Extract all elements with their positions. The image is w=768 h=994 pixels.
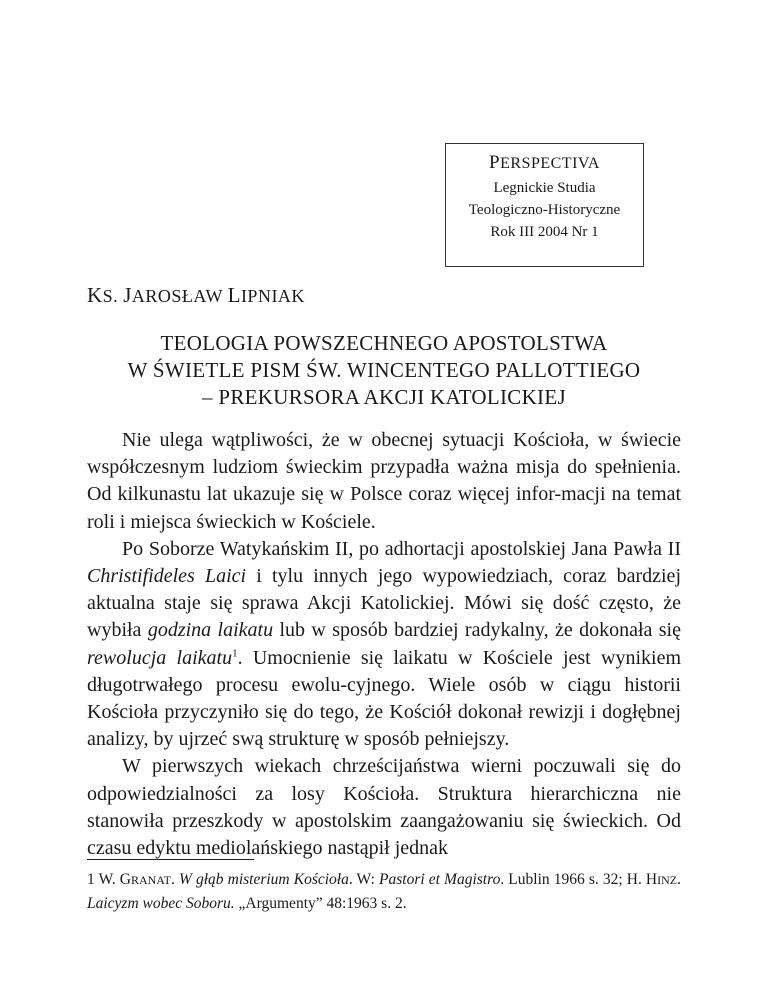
italic-run: Pastori et Magistro — [379, 871, 501, 888]
journal-title-initial: P — [489, 152, 501, 173]
author-part: IPNIAK — [240, 286, 305, 306]
article-title-line-1: TEOLOGIA POWSZECHNEGO APOSTOLSTWA — [160, 331, 608, 355]
article-title-line-3: – PREKURSORA AKCJI KATOLICKIEJ — [202, 385, 566, 409]
text-run: Po Soborze Watykańskim II, po adhortacji apostolskiej Jana Pawła II — [122, 537, 681, 560]
article-body — [87, 427, 681, 862]
text-run: lub w sposób bardziej radykalny, że dokonała się — [273, 619, 681, 642]
footnote-separator — [87, 859, 254, 860]
italic-run: W głąb misterium Kościoła — [178, 871, 349, 888]
author-part: K — [87, 283, 103, 307]
paragraph-3: W pierwszych wiekach chrześcijaństwa wierni poczuwali się do odpowiedzialności za losy Kościoła. Struktura hierarchiczna nie stanowiła przeszkody w apostolskim zaangażowaniu się świeckich. Od czasu edyktu mediolańskiego nastąpił jednak — [87, 755, 681, 860]
author-part: AROSŁAW — [131, 286, 228, 306]
journal-subtitle-1: Legnickie Studia — [493, 180, 596, 196]
journal-subtitle-2: Teologiczno-Historyczne — [468, 202, 621, 218]
author-part: L — [227, 283, 241, 307]
italic-run: rewolucja laikatu — [87, 646, 233, 669]
text-run: 1 W. G — [87, 871, 131, 888]
text-run: . W: — [348, 871, 380, 888]
paragraph-2 — [87, 536, 681, 754]
author-part: J — [123, 283, 132, 307]
small-caps-run: INZ — [657, 873, 678, 887]
text-run: „Argumenty” 48:1963 s. 2. — [234, 895, 407, 912]
journal-title — [446, 152, 643, 174]
text-run: . — [677, 871, 681, 888]
text-run: . Lublin 1966 s. 32; H. H — [500, 871, 658, 888]
author-name — [87, 283, 305, 308]
journal-info-box — [445, 143, 644, 267]
journal-issue: Rok III 2004 Nr 1 — [490, 224, 599, 240]
text-run: . Umocnienie się laikatu w Kościele jest wynikiem długotrwałego procesu ewolu-cyjnego. Wiele osób w ciągu historii Kościoła przyczyniło się do tego, że Kościół dokonał rewizji i dogłębnej analizy, by ujrzeć swą strukturę w sposób pełniejszy. — [87, 646, 681, 751]
article-title-line-2: W ŚWIETLE PISM ŚW. WINCENTEGO PALLOTTIEGO — [127, 358, 641, 382]
author-part: S. — [102, 286, 124, 306]
footnote-marker: 1 — [232, 646, 238, 659]
paragraph-1: Nie ulega wątpliwości, że w obecnej sytuacji Kościoła, w świecie współczesnym ludziom świeckim przypadła ważna misja do spełnienia. Od kilkunastu lat ukazuje się w Polsce coraz więcej infor-macji na temat roli i miejsca świeckich w Kościele. — [87, 429, 681, 533]
article-title — [87, 330, 681, 411]
italic-run: Christifideles Laici — [87, 565, 247, 588]
small-caps-run: RANAT — [130, 873, 171, 887]
text-run: . — [170, 871, 179, 888]
journal-title-rest: ERSPECTIVA — [500, 155, 600, 172]
footnote-1 — [87, 868, 681, 915]
italic-run: Laicyzm wobec Soboru. — [87, 895, 235, 912]
text-run: i tylu innych jego wypowiedziach, coraz bardziej aktualna staje się sprawa Akcji Katolickiej. Mówi się dość często, że wybiła — [87, 565, 681, 642]
italic-run: godzina laikatu — [147, 619, 274, 642]
